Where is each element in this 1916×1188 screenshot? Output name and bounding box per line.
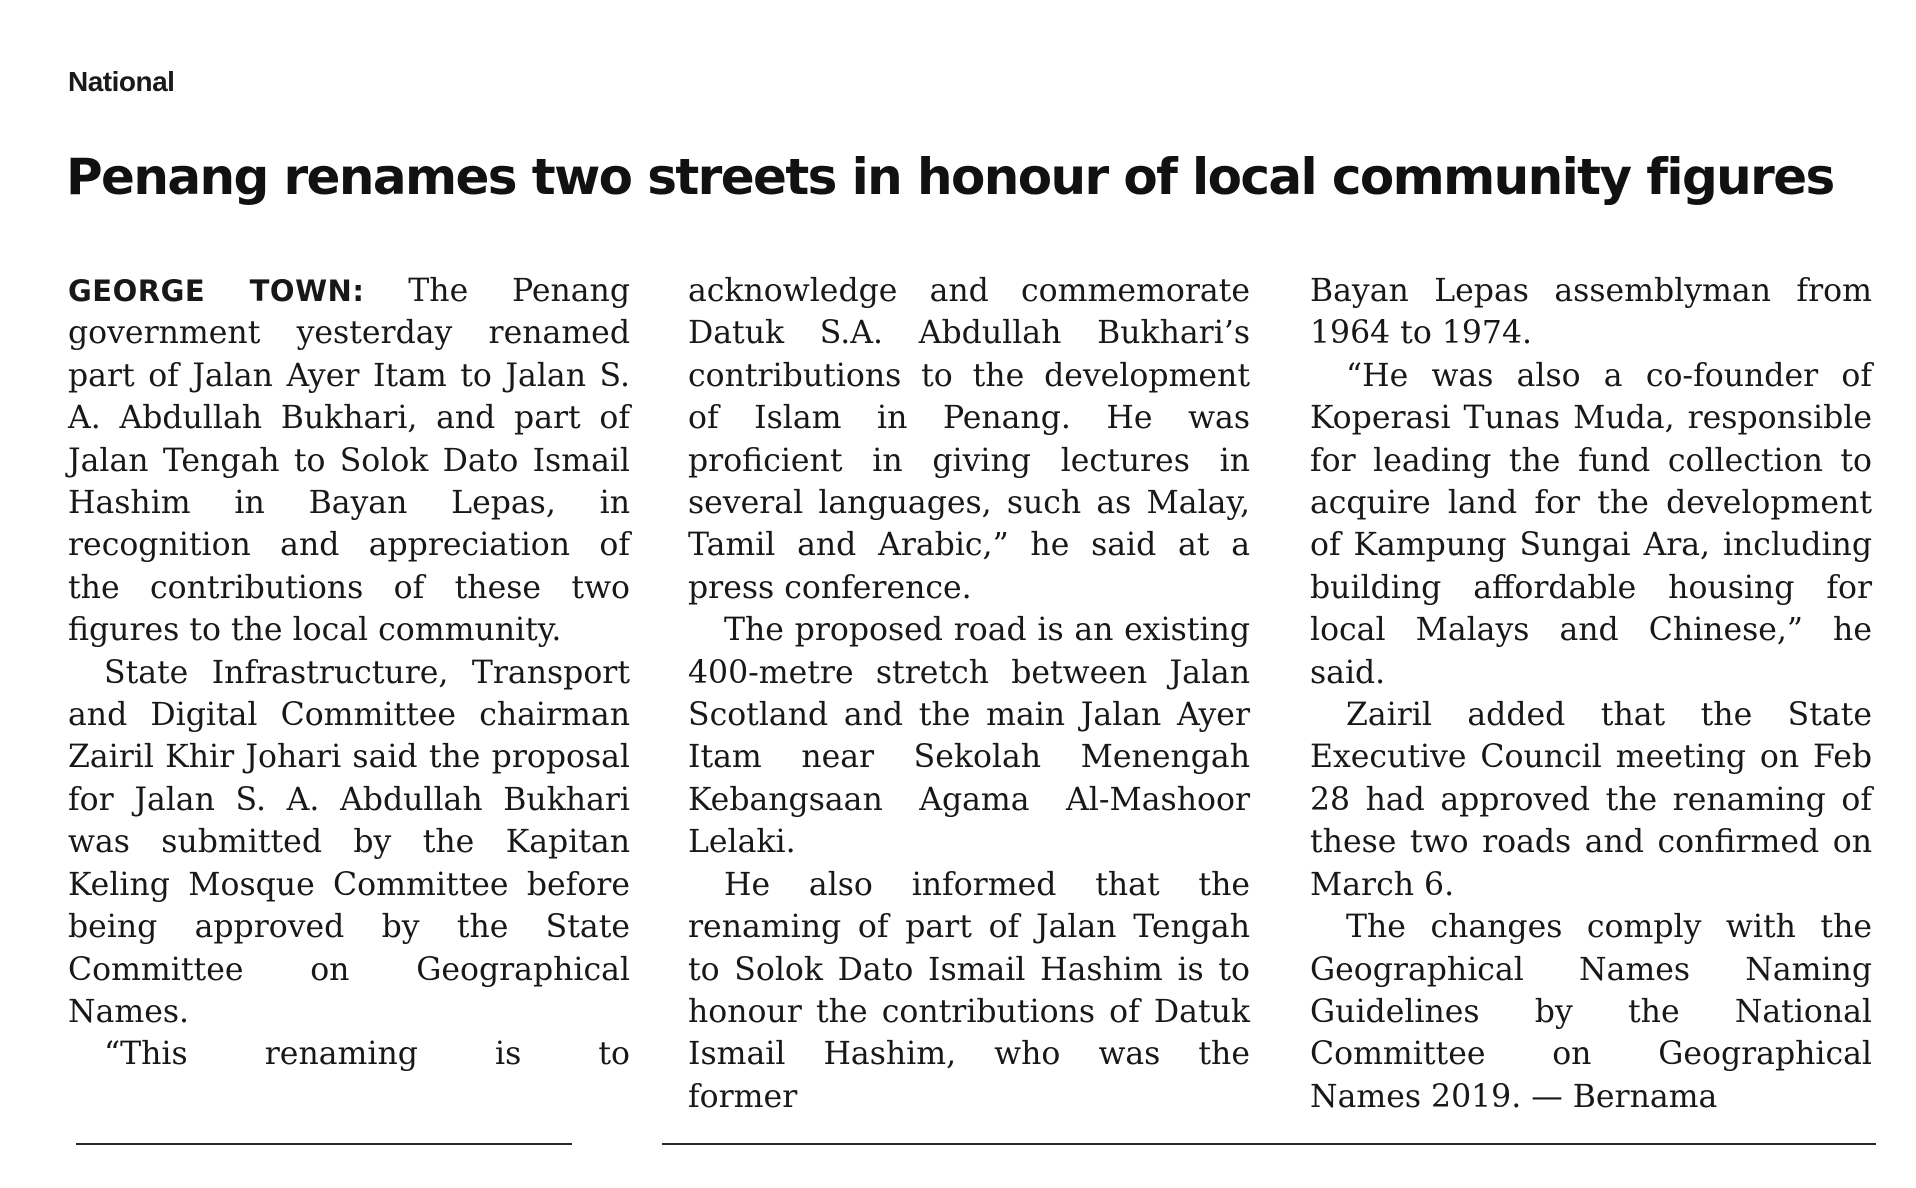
section-label: National <box>68 66 175 97</box>
paragraph: “This renaming is to <box>104 1036 630 1073</box>
paragraph: The changes comply with the Geographical Names Naming Guidelines by the National Committee on Geographical Names 2019. — Bernama <box>1310 909 1872 1115</box>
paragraph: “He was also a co-founder of Koperasi Tunas Muda, responsible for leading the fund collection to acquire land for the development of Kampung Sungai Ara, including building affordable housing for local Malays and Chinese,” he said. <box>1310 357 1872 691</box>
paragraph: acknowledge and commemorate Datuk S.A. Abdullah Bukhari’s contributions to the development of Islam in Penang. He was proficient in giving lectures in several languages, such as Malay, Tamil and Arabic,” he said at a press conference. <box>688 273 1250 606</box>
article-column-2 <box>688 270 1250 1118</box>
article-column-1 <box>68 270 630 1076</box>
paragraph: The proposed road is an existing 400-metre stretch between Jalan Scotland and the main Jalan Ayer Itam near Sekolah Menengah Kebangsaan Agama Al-Mashoor Lelaki. <box>688 612 1250 861</box>
article-column-3 <box>1310 270 1872 1118</box>
paragraph: Bayan Lepas assemblyman from 1964 to 1974. <box>1310 273 1872 352</box>
paragraph <box>68 270 630 652</box>
bottom-rule-left <box>76 1143 572 1145</box>
dateline: GEORGE TOWN: <box>68 274 365 308</box>
paragraph-text: The Penang government yesterday renamed part of Jalan Ayer Itam to Jalan S. A. Abdullah Bukhari, and part of Jalan Tengah to Solok Dato Ismail Hashim in Bayan Lepas, in recognition and appreciation of the contributions of these two figures to the local community. <box>68 273 630 649</box>
paragraph: He also informed that the renaming of part of Jalan Tengah to Solok Dato Ismail Hashim is to honour the contributions of Datuk Ismail Hashim, who was the former <box>688 866 1250 1115</box>
paragraph: State Infrastructure, Transport and Digital Committee chairman Zairil Khir Johari said the proposal for Jalan S. A. Abdullah Bukhari was submitted by the Kapitan Keling Mosque Committee before being approved by the State Committee on Geographical Names. <box>68 654 630 1030</box>
paragraph: Zairil added that the State Executive Council meeting on Feb 28 had approved the renaming of these two roads and confirmed on March 6. <box>1310 697 1872 903</box>
bottom-rule-right <box>662 1143 1876 1145</box>
headline: Penang renames two streets in honour of local community figures <box>66 148 1834 206</box>
